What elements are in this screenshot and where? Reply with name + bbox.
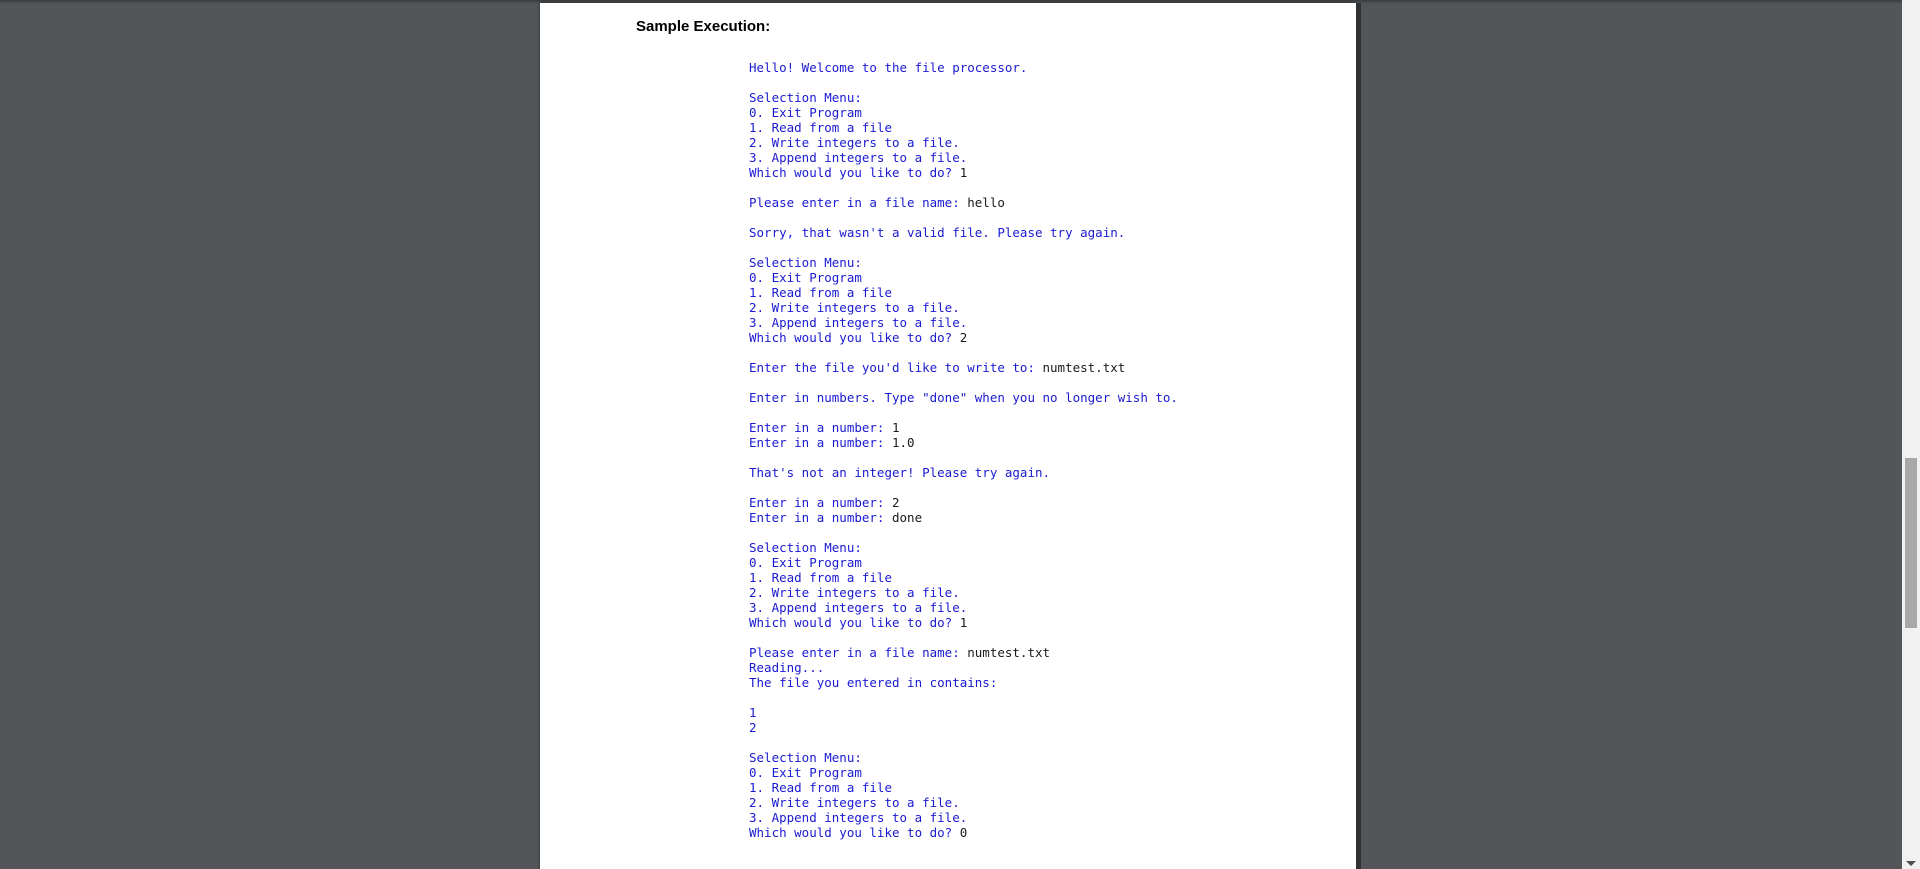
- console-line: [749, 360, 1178, 375]
- console-line: [749, 375, 1178, 390]
- program-output: 0. Exit Program: [749, 105, 862, 120]
- program-output: 1. Read from a file: [749, 120, 892, 135]
- console-line: [749, 495, 1178, 510]
- console-line: [749, 795, 1178, 810]
- program-output: 2. Write integers to a file.: [749, 795, 960, 810]
- program-output: Hello! Welcome to the file processor.: [749, 60, 1028, 75]
- program-output: Selection Menu:: [749, 540, 862, 555]
- console-line: [749, 90, 1178, 105]
- console-line: [749, 540, 1178, 555]
- console-line: [749, 180, 1178, 195]
- console-line: [749, 405, 1178, 420]
- console-line: [749, 135, 1178, 150]
- page-edge-shadow: [1356, 3, 1361, 869]
- program-output: Reading...: [749, 660, 825, 675]
- program-output: Enter in a number:: [749, 435, 892, 450]
- program-output: 1: [749, 705, 757, 720]
- console-line: [749, 630, 1178, 645]
- program-output: 2. Write integers to a file.: [749, 585, 960, 600]
- console-line: [749, 270, 1178, 285]
- program-output: Which would you like to do?: [749, 615, 960, 630]
- program-output: 0. Exit Program: [749, 270, 862, 285]
- console-line: [749, 105, 1178, 120]
- program-output: Which would you like to do?: [749, 825, 960, 840]
- console-line: [749, 720, 1178, 735]
- console-line: [749, 510, 1178, 525]
- console-line: [749, 255, 1178, 270]
- console-line: [749, 525, 1178, 540]
- console-line: [749, 780, 1178, 795]
- console-line: [749, 810, 1178, 825]
- console-line: [749, 240, 1178, 255]
- console-line: [749, 570, 1178, 585]
- sample-execution-console: [749, 60, 1178, 840]
- user-input: 2: [892, 495, 900, 510]
- console-line: [749, 675, 1178, 690]
- program-output: Enter in a number:: [749, 420, 892, 435]
- program-output: The file you entered in contains:: [749, 675, 998, 690]
- console-line: [749, 330, 1178, 345]
- user-input: 1: [892, 420, 900, 435]
- program-output: 2. Write integers to a file.: [749, 135, 960, 150]
- program-output: Which would you like to do?: [749, 165, 960, 180]
- user-input: hello: [967, 195, 1005, 210]
- console-line: [749, 75, 1178, 90]
- program-output: 0. Exit Program: [749, 765, 862, 780]
- console-line: [749, 825, 1178, 840]
- program-output: Which would you like to do?: [749, 330, 960, 345]
- scrollbar-thumb[interactable]: [1905, 458, 1917, 628]
- console-line: [749, 345, 1178, 360]
- program-output: Enter the file you'd like to write to:: [749, 360, 1043, 375]
- scroll-down-arrow-icon[interactable]: [1906, 861, 1916, 866]
- section-heading: Sample Execution:: [636, 18, 771, 35]
- console-line: [749, 450, 1178, 465]
- console-line: [749, 315, 1178, 330]
- vertical-scrollbar[interactable]: [1902, 0, 1920, 869]
- user-input: 1: [959, 615, 968, 630]
- console-line: [749, 705, 1178, 720]
- console-line: [749, 285, 1178, 300]
- user-input: 1.0: [892, 435, 915, 450]
- console-line: [749, 210, 1178, 225]
- program-output: 2. Write integers to a file.: [749, 300, 960, 315]
- console-line: [749, 600, 1178, 615]
- console-line: [749, 585, 1178, 600]
- console-line: [749, 435, 1178, 450]
- program-output: Selection Menu:: [749, 90, 862, 105]
- program-output: That's not an integer! Please try again.: [749, 465, 1051, 480]
- console-line: [749, 120, 1178, 135]
- program-output: Enter in a number:: [749, 510, 892, 525]
- console-line: [749, 195, 1178, 210]
- console-line: [749, 690, 1178, 705]
- user-input: numtest.txt: [1042, 360, 1126, 375]
- console-line: [749, 765, 1178, 780]
- console-line: [749, 165, 1178, 180]
- program-output: 0. Exit Program: [749, 555, 862, 570]
- program-output: Selection Menu:: [749, 255, 862, 270]
- console-line: [749, 60, 1178, 75]
- program-output: 3. Append integers to a file.: [749, 315, 968, 330]
- program-output: Please enter in a file name:: [749, 645, 968, 660]
- console-line: [749, 225, 1178, 240]
- program-output: Enter in numbers. Type "done" when you no longer wish to.: [749, 390, 1178, 405]
- program-output: Sorry, that wasn't a valid file. Please try again.: [749, 225, 1126, 240]
- console-line: [749, 465, 1178, 480]
- console-line: [749, 390, 1178, 405]
- document-page: [540, 3, 1356, 869]
- console-line: [749, 615, 1178, 630]
- console-line: [749, 420, 1178, 435]
- program-output: Enter in a number:: [749, 495, 892, 510]
- program-output: Selection Menu:: [749, 750, 862, 765]
- program-output: 1. Read from a file: [749, 570, 892, 585]
- user-input: 2: [959, 330, 968, 345]
- user-input: 1: [959, 165, 968, 180]
- program-output: 1. Read from a file: [749, 285, 892, 300]
- user-input: 0: [959, 825, 968, 840]
- console-line: [749, 480, 1178, 495]
- console-line: [749, 300, 1178, 315]
- program-output: Please enter in a file name:: [749, 195, 968, 210]
- program-output: 3. Append integers to a file.: [749, 150, 968, 165]
- console-line: [749, 735, 1178, 750]
- program-output: 2: [749, 720, 757, 735]
- program-output: 3. Append integers to a file.: [749, 810, 968, 825]
- program-output: 1. Read from a file: [749, 780, 892, 795]
- user-input: done: [892, 510, 923, 525]
- console-line: [749, 660, 1178, 675]
- console-line: [749, 645, 1178, 660]
- console-line: [749, 150, 1178, 165]
- console-line: [749, 750, 1178, 765]
- program-output: 3. Append integers to a file.: [749, 600, 968, 615]
- console-line: [749, 555, 1178, 570]
- user-input: numtest.txt: [967, 645, 1051, 660]
